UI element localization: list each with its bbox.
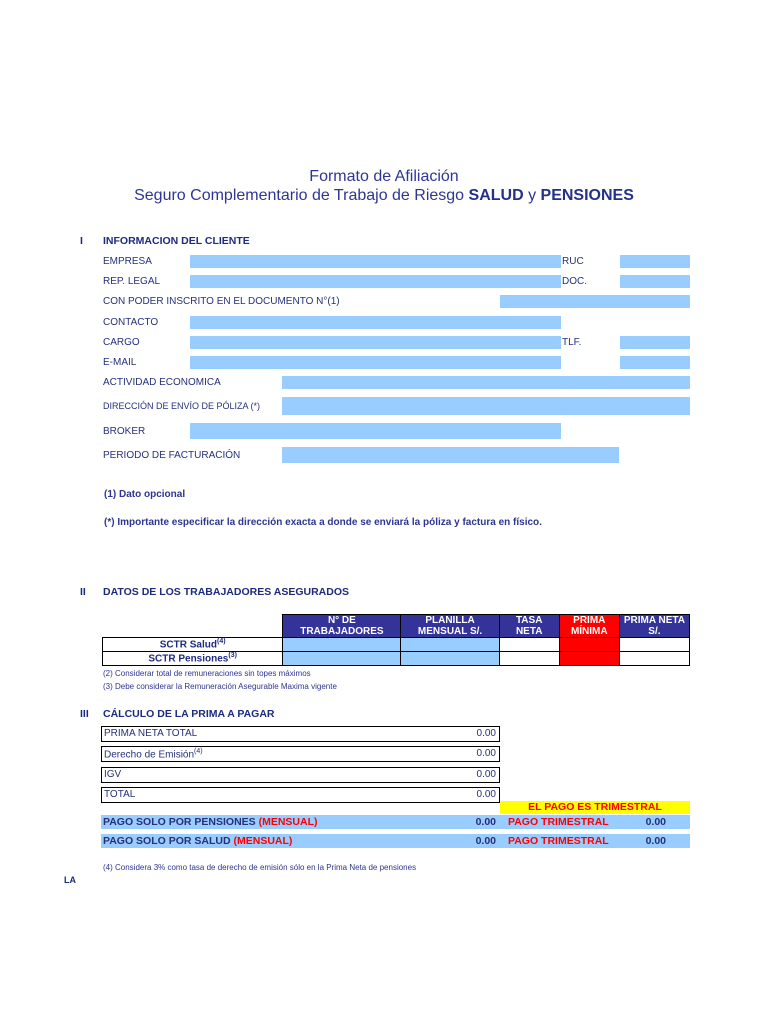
pago-salud-mensual: (MENSUAL) — [233, 835, 293, 847]
row-pensiones-sup: (3) — [228, 652, 237, 660]
note-dato-opcional: (1) Dato opcional — [104, 489, 186, 500]
pensiones-prima-minima-cell — [559, 652, 619, 666]
empresa-label: EMPRESA — [103, 256, 152, 267]
note-3: (3) Debe considerar la Remuneración Asegurable Maxima vigente — [103, 682, 337, 691]
row-pensiones-text: SCTR Pensiones — [148, 653, 229, 665]
rep-legal-label: REP. LEGAL — [103, 276, 161, 287]
doc-label: DOC. — [562, 276, 587, 287]
subtitle-prefix: Seguro Complementario de Trabajo de Riesgo — [134, 187, 469, 204]
total-row — [101, 787, 500, 803]
table-corner — [103, 615, 283, 638]
derecho-emision-text: Derecho de Emisión — [104, 749, 195, 761]
poder-label: CON PODER INSCRITO EN EL DOCUMENTO N°(1) — [103, 296, 340, 307]
pensiones-planilla-input[interactable] — [401, 652, 499, 666]
email-extra-field[interactable] — [620, 356, 690, 369]
subtitle-y: y — [523, 187, 541, 204]
poder-field[interactable] — [500, 295, 690, 308]
derecho-emision-label — [104, 748, 203, 760]
igv-row — [101, 767, 500, 783]
pago-salud-text: PAGO SOLO POR SALUD — [103, 835, 234, 847]
section-3-number: III — [80, 708, 89, 720]
email-label: E-MAIL — [103, 357, 137, 368]
actividad-field[interactable] — [282, 376, 690, 389]
contacto-field[interactable] — [190, 316, 561, 329]
subtitle-pensiones: PENSIONES — [540, 187, 634, 204]
email-field[interactable] — [190, 356, 561, 369]
note-2: (2) Considerar total de remuneraciones sin topes máximos — [103, 669, 311, 678]
pago-salud-value: 0.00 — [475, 835, 496, 847]
broker-field[interactable] — [190, 423, 561, 439]
pensiones-tasa-cell — [499, 652, 559, 666]
broker-label: BROKER — [103, 426, 146, 437]
pago-pensiones-label — [103, 816, 318, 828]
periodo-label: PERIODO DE FACTURACIÓN — [103, 450, 241, 461]
derecho-emision-value: 0.00 — [476, 748, 496, 759]
cargo-label: CARGO — [103, 337, 140, 348]
row-salud-sup: (4) — [216, 638, 226, 646]
note-direccion: (*) Importante especificar la dirección exacta a donde se enviará la póliza y factura en físico. — [104, 517, 542, 528]
tlf-field[interactable] — [620, 336, 690, 349]
row-salud-text: SCTR Salud — [159, 639, 217, 651]
pago-pensiones-row — [101, 815, 690, 829]
pago-pensiones-trim-value: 0.00 — [645, 816, 666, 828]
cargo-field[interactable] — [190, 336, 561, 349]
actividad-label: ACTIVIDAD ECONOMICA — [103, 377, 221, 388]
direccion-label: DIRECCIÓN DE ENVÍO DE PÓLIZA (*) — [103, 401, 261, 411]
direccion-field[interactable] — [282, 397, 690, 415]
igv-label: IGV — [104, 769, 122, 780]
salud-prima-minima-cell — [559, 638, 619, 652]
derecho-emision-row — [101, 746, 500, 762]
col-prima-neta: PRIMA NETA S/. — [619, 615, 689, 638]
prima-neta-total-row — [101, 726, 500, 742]
pago-trimestral-banner: EL PAGO ES TRIMESTRAL — [500, 801, 690, 814]
col-tasa: TASA NETA — [499, 615, 559, 638]
section-1-number: I — [80, 235, 83, 247]
note-4: (4) Considera 3% como tasa de derecho de emisión sólo en la Prima Neta de pensiones — [103, 863, 417, 872]
col-planilla: PLANILLA MENSUAL S/. — [401, 615, 499, 638]
pago-pensiones-mensual: (MENSUAL) — [258, 816, 318, 828]
pago-salud-label — [103, 835, 292, 847]
salud-tasa-cell — [499, 638, 559, 652]
pago-salud-trim-label: PAGO TRIMESTRAL — [508, 835, 609, 847]
workers-table-header — [103, 615, 690, 638]
col-trabajadores: N° DE TRABAJADORES — [283, 615, 401, 638]
ruc-label: RUC — [562, 256, 584, 267]
salud-trabajadores-input[interactable] — [283, 638, 401, 652]
prima-neta-total-label: PRIMA NETA TOTAL — [104, 728, 198, 739]
empresa-field[interactable] — [190, 255, 561, 268]
periodo-field[interactable] — [282, 447, 619, 463]
derecho-emision-sup: (4) — [194, 748, 203, 755]
pago-salud-row — [101, 834, 690, 848]
row-sctr-salud — [103, 638, 283, 652]
pago-salud-trim-value: 0.00 — [645, 835, 666, 847]
salud-prima-neta-cell — [619, 638, 689, 652]
table-row — [103, 638, 690, 652]
section-2-heading: DATOS DE LOS TRABAJADORES ASEGURADOS — [103, 586, 349, 598]
rep-legal-field[interactable] — [190, 275, 561, 288]
pago-pensiones-trim-label: PAGO TRIMESTRAL — [508, 816, 609, 828]
subtitle-salud: SALUD — [468, 187, 524, 204]
form-subtitle — [0, 187, 768, 205]
ruc-field[interactable] — [620, 255, 690, 268]
pensiones-trabajadores-input[interactable] — [283, 652, 401, 666]
section-3-heading: CÁLCULO DE LA PRIMA A PAGAR — [103, 708, 275, 720]
form-title: Formato de Afiliación — [309, 168, 459, 185]
col-prima-minima: PRIMA MÍNIMA — [559, 615, 619, 638]
section-1-heading: INFORMACION DEL CLIENTE — [103, 235, 250, 247]
pago-pensiones-text: PAGO SOLO POR PENSIONES — [103, 816, 259, 828]
total-label: TOTAL — [104, 789, 136, 800]
footer-text: LA — [64, 875, 76, 885]
row-sctr-pensiones — [103, 652, 283, 666]
contacto-label: CONTACTO — [103, 317, 159, 328]
total-value: 0.00 — [476, 789, 496, 800]
tlf-label: TLF. — [562, 337, 582, 348]
prima-neta-total-value: 0.00 — [476, 728, 496, 739]
workers-table — [102, 614, 690, 666]
table-row — [103, 652, 690, 666]
doc-field[interactable] — [620, 275, 690, 288]
igv-value: 0.00 — [476, 769, 496, 780]
section-2-number: II — [80, 586, 86, 598]
pensiones-prima-neta-cell — [619, 652, 689, 666]
pago-pensiones-value: 0.00 — [475, 816, 496, 828]
salud-planilla-input[interactable] — [401, 638, 499, 652]
